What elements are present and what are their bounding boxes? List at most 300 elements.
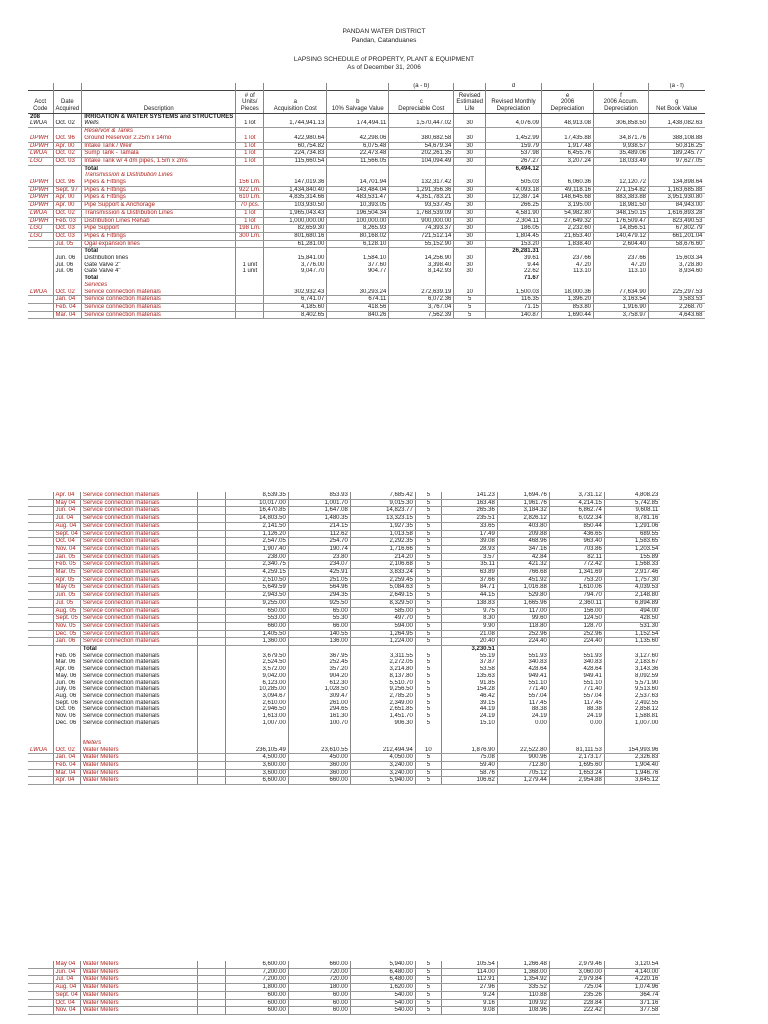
monthly-depreciation-cell: [441, 733, 497, 740]
acquisition-cost-cell: 660.00: [225, 622, 288, 630]
acquisition-cost-cell: [264, 172, 327, 179]
accum-depreciation-cell: 237.66: [594, 255, 649, 262]
net-book-value-cell: 67,802.79: [649, 225, 705, 233]
net-book-value-cell: 388,108.88: [649, 135, 705, 142]
estimated-life-cell: 5: [415, 538, 441, 546]
depreciable-cost-cell: [389, 165, 454, 172]
depreciable-cost-cell: 3,398.40: [389, 262, 454, 269]
depreciation-2006-cell: 17,435.88: [542, 135, 594, 142]
monthly-depreciation-cell: 53.58: [441, 666, 497, 673]
net-book-value-cell: 3,728.80: [679, 261, 703, 268]
depreciation-2006-cell: 347.16: [497, 545, 549, 553]
estimated-life-cell: 30: [454, 202, 486, 210]
net-book-value-cell: 3,951,930.80: [649, 194, 705, 202]
table-row: [28, 968, 660, 976]
acct-code-cell: [28, 545, 53, 553]
table-row: [28, 991, 660, 999]
description-cell: Water Meters: [80, 984, 197, 992]
date-acquired-cell: Apr. 05: [53, 576, 80, 584]
estimated-life-cell: 5: [415, 777, 441, 785]
accum-depreciation-cell: 81,111.53: [549, 747, 604, 754]
depreciable-cost-cell: 2,349.00: [350, 700, 415, 707]
estimated-life-cell: [415, 727, 441, 734]
description-cell: Service connection materials: [80, 584, 197, 592]
depreciation-2006-cell: [497, 727, 549, 734]
table-row: [28, 653, 660, 660]
description-cell: Service connection materials: [80, 522, 197, 530]
description-cell: Pipes & Fittings: [82, 186, 236, 194]
estimated-life-cell: 5: [415, 713, 441, 720]
date-acquired-cell: Oct. 03: [53, 232, 82, 240]
depreciation-2006-cell: [542, 282, 594, 289]
units-cell: [197, 999, 225, 1007]
date-acquired-cell: Nov. 04: [53, 1007, 80, 1015]
monthly-depreciation-cell: 33.65: [441, 522, 497, 530]
monthly-depreciation-cell: [486, 128, 542, 135]
col-letter-b: b: [356, 99, 360, 106]
depreciable-cost-cell: 202,261.35: [389, 150, 454, 158]
salvage-value-cell: 60.00: [288, 991, 350, 999]
net-book-value-cell: 8,934.60: [679, 268, 703, 275]
depreciation-2006-cell: 551.93: [497, 653, 549, 660]
col-letter-g2: g: [675, 99, 679, 106]
net-book-value-cell: 3,645.12: [604, 777, 660, 785]
depreciation-2006-cell: [497, 740, 549, 747]
acct-code-cell: [28, 561, 53, 569]
net-book-value-cell: [649, 165, 705, 172]
monthly-depreciation-cell: [486, 172, 542, 179]
estimated-life-cell: 5: [415, 754, 441, 762]
table-row: [28, 255, 705, 262]
depreciation-2006-cell: 771.40: [497, 686, 549, 693]
table-row: [28, 666, 660, 673]
description-cell: Service connection materials: [80, 492, 197, 499]
net-book-value-cell: 4,643.68: [649, 311, 705, 319]
monthly-depreciation-cell: 235.51: [441, 515, 497, 523]
units-cell: [236, 255, 264, 262]
description-cell: Water Meters: [80, 976, 197, 984]
net-book-value-cell: 84,943.00: [649, 202, 705, 210]
monthly-depreciation-cell: 71.15: [486, 303, 542, 311]
acquisition-cost-cell: 600.00: [225, 1007, 288, 1015]
description-cell: Gate Valve 4": [82, 268, 236, 275]
monthly-depreciation-cell: 59.40: [441, 761, 497, 769]
salvage-value-cell: 261.00: [288, 700, 350, 707]
date-acquired-cell: May 04: [53, 499, 80, 507]
net-book-value-cell: 371.16: [604, 999, 660, 1007]
net-book-value-cell: 1,203.54: [604, 545, 660, 553]
accum-depreciation-cell: 725.04: [549, 984, 604, 992]
net-book-value-cell: 2,917.46: [604, 569, 660, 577]
salvage-value-cell: 450.00: [288, 754, 350, 762]
description-cell: Service connection materials: [80, 673, 197, 680]
acquisition-cost-cell: 2,946.50: [225, 706, 288, 713]
estimated-life-cell: 30: [454, 135, 486, 142]
accum-depreciation-cell: 3,163.54: [594, 296, 649, 304]
table-row: [28, 713, 660, 720]
net-book-value-cell: [649, 113, 705, 120]
monthly-depreciation-cell: 140.87: [486, 311, 542, 319]
acquisition-cost-cell: 1,000,000.00: [264, 217, 327, 225]
table-row: [28, 135, 705, 142]
acquisition-cost-cell: [264, 275, 327, 282]
acquisition-cost-cell: 3,776.00: [264, 262, 327, 269]
description-cell: Service connection materials: [80, 530, 197, 538]
units-cell: [197, 630, 225, 638]
accum-depreciation-cell: 1,341.69: [549, 569, 604, 577]
acquisition-cost-cell: 1,405.50: [225, 630, 288, 638]
acquisition-cost-cell: 3,600.00: [225, 761, 288, 769]
date-acquired-cell: Jun. 04: [53, 968, 80, 976]
section-row: [28, 128, 705, 135]
table-row: [28, 492, 660, 499]
description-cell: Service connection materials: [82, 303, 236, 311]
acquisition-cost-cell: 61,281.00: [264, 240, 327, 248]
acquisition-cost-cell: 82,659.30: [264, 225, 327, 233]
acct-code-cell: [28, 165, 53, 172]
col-head-description: Description: [82, 90, 236, 113]
acquisition-cost-cell: 1,744,941.13: [264, 120, 327, 127]
acquisition-cost-cell: 2,141.50: [225, 522, 288, 530]
accum-depreciation-cell: 2,979.46: [549, 961, 604, 968]
depreciation-2006-cell: 108.96: [497, 1007, 549, 1015]
units-cell: [197, 733, 225, 740]
estimated-life-cell: 30: [454, 209, 486, 217]
acquisition-cost-cell: 115,660.54: [264, 157, 327, 165]
schedule-body-page-3: [28, 961, 660, 1014]
depreciable-cost-cell: 4,050.00: [350, 754, 415, 762]
units-cell: [197, 569, 225, 577]
depreciable-cost-cell: 54,679.34: [389, 142, 454, 150]
acquisition-cost-cell: 1,800.00: [225, 984, 288, 992]
depreciable-cost-cell: 1,927.35: [350, 522, 415, 530]
depreciation-2006-cell: 421.32: [497, 561, 549, 569]
net-book-value-cell: 5,571.90: [635, 679, 659, 686]
salvage-value-cell: 42,298.06: [327, 135, 389, 142]
date-acquired-cell: Nov. 06: [53, 713, 80, 720]
table-row: [28, 289, 705, 296]
date-acquired-cell: Jan. 04: [53, 754, 80, 762]
estimated-life-cell: 30: [454, 179, 486, 186]
monthly-depreciation-cell: 9.08: [441, 1007, 497, 1015]
depreciable-cost-cell: 585.00: [350, 607, 415, 615]
description-cell: Transmission & Distribution Lines: [82, 172, 236, 179]
acquisition-cost-cell: 147,019.36: [264, 179, 327, 186]
table-row: [28, 777, 660, 785]
estimated-life-cell: 5: [415, 599, 441, 607]
table-row: [28, 303, 705, 311]
monthly-depreciation-cell: 9.90: [441, 622, 497, 630]
description-cell: Service connection materials: [82, 296, 236, 304]
net-book-value-cell: 2,537.63: [635, 692, 659, 699]
depreciable-cost-cell: 3,214.80: [350, 666, 415, 673]
depreciable-cost-cell: 7,562.39: [389, 311, 454, 319]
depreciation-2006-cell: 340.83: [497, 659, 549, 666]
depreciation-2006-cell: 47.20: [542, 262, 594, 269]
date-acquired-cell: [53, 172, 82, 179]
date-acquired-cell: [53, 113, 82, 120]
description-cell: Meters: [80, 740, 197, 747]
accum-depreciation-cell: 6,862.74: [549, 507, 604, 515]
estimated-life-cell: 5: [415, 522, 441, 530]
net-book-value-cell: 58,676.60: [649, 240, 705, 248]
date-acquired-cell: Sept. 04: [53, 530, 80, 538]
accum-depreciation-cell: 794.70: [549, 592, 604, 600]
monthly-depreciation-cell: 44.15: [441, 592, 497, 600]
depreciation-2006-cell: 2,232.60: [542, 225, 594, 233]
depreciation-2006-cell: 1,961.76: [497, 499, 549, 507]
depreciation-2006-cell: 22,522.80: [497, 747, 549, 754]
acct-code-cell: [28, 282, 53, 289]
units-cell: 70 pcs.: [236, 202, 264, 210]
table-row: [28, 592, 660, 600]
monthly-depreciation-cell: 3.57: [441, 553, 497, 561]
net-book-value-cell: 2,858.12: [635, 706, 659, 713]
acct-code-cell: [28, 172, 53, 179]
description-cell: Water Meters: [80, 991, 197, 999]
salvage-value-cell: 853.93: [288, 492, 350, 499]
depreciable-cost-cell: 132,317.42: [389, 179, 454, 186]
depreciable-cost-cell: 93,537.45: [389, 202, 454, 210]
depreciable-cost-cell: 3,767.04: [389, 303, 454, 311]
description-cell: Water Meters: [80, 999, 197, 1007]
acquisition-cost-cell: 2,943.50: [225, 592, 288, 600]
depreciable-cost-cell: [389, 172, 454, 179]
salvage-value-cell: 294.35: [288, 592, 350, 600]
salvage-value-cell: 66.00: [288, 622, 350, 630]
salvage-value-cell: 60.00: [288, 999, 350, 1007]
units-cell: [197, 769, 225, 777]
accum-depreciation-cell: [594, 172, 649, 179]
estimated-life-cell: 5: [415, 680, 441, 687]
net-book-value-cell: 1,152.54: [604, 630, 660, 638]
acct-code-cell: [28, 622, 53, 630]
accum-depreciation-cell: 222.42: [549, 1007, 604, 1015]
accum-depreciation-cell: [594, 128, 649, 135]
date-acquired-cell: [53, 248, 82, 255]
accum-depreciation-cell: 2,360.11: [549, 599, 604, 607]
salvage-value-cell: 190.74: [288, 545, 350, 553]
depreciable-cost-cell: 380,682.58: [389, 135, 454, 142]
acct-code-cell: DPWH: [28, 142, 53, 150]
net-book-value-cell: 4,220.16: [604, 976, 660, 984]
depreciation-2006-cell: 1,266.48: [497, 961, 549, 968]
units-cell: [197, 530, 225, 538]
accum-depreciation-cell: 82.11: [549, 553, 604, 561]
date-acquired-cell: Jun. 06: [53, 680, 80, 687]
col-letter-e: e: [565, 92, 570, 99]
description-cell: Service connection materials: [80, 706, 197, 713]
units-cell: 1 lot: [236, 217, 264, 225]
depreciation-2006-cell: 224.40: [497, 638, 549, 646]
date-acquired-cell: [53, 282, 82, 289]
units-cell: [197, 777, 225, 785]
monthly-depreciation-cell: 37.66: [441, 576, 497, 584]
monthly-depreciation-cell: 8.30: [441, 615, 497, 623]
estimated-life-cell: 5: [415, 686, 441, 693]
units-cell: 1 unit: [236, 268, 264, 275]
date-acquired-cell: [53, 275, 82, 282]
units-cell: [197, 607, 225, 615]
acquisition-cost-cell: 600.00: [225, 999, 288, 1007]
description-cell: Water Meters: [80, 968, 197, 976]
accum-depreciation-cell: 428.64: [549, 666, 604, 673]
estimated-life-cell: 5: [415, 1007, 441, 1015]
table-row: [28, 720, 660, 727]
units-cell: [197, 706, 225, 713]
date-acquired-cell: Feb. 03: [53, 217, 82, 225]
table-row: [28, 225, 705, 233]
depreciable-cost-cell: 1,013.58: [350, 530, 415, 538]
depreciation-2006-cell: [497, 646, 549, 653]
depreciation-2006-cell: 88.38: [497, 706, 549, 713]
depreciation-2006-cell: 3,184.32: [497, 507, 549, 515]
acct-code-cell: [28, 584, 53, 592]
acquisition-cost-cell: 15,841.00: [264, 255, 327, 262]
acct-code-cell: DPWH: [28, 135, 53, 142]
date-acquired-cell: Oct. 03: [53, 157, 82, 165]
salvage-value-cell: 1,028.50: [288, 686, 350, 693]
depreciable-cost-cell: 212,494.94: [350, 747, 415, 754]
monthly-depreciation-cell: 4,581.90: [486, 209, 542, 217]
units-cell: [197, 507, 225, 515]
units-cell: [197, 584, 225, 592]
accum-depreciation-cell: 12,120.72: [594, 179, 649, 186]
estimated-life-cell: 5: [415, 584, 441, 592]
estimated-life-cell: [415, 646, 441, 653]
monthly-depreciation-cell: 266.25: [486, 202, 542, 210]
date-acquired-cell: Oct. 96: [53, 135, 82, 142]
salvage-value-cell: 136.00: [288, 638, 350, 646]
net-book-value-cell: 15,603.34: [675, 255, 703, 262]
depreciable-cost-cell: 6,480.00: [350, 976, 415, 984]
net-book-value-cell: 1,588.81: [635, 713, 659, 720]
column-letters-row: [28, 83, 705, 90]
monthly-depreciation-cell: 20.40: [441, 638, 497, 646]
date-acquired-cell: Jun. 05: [53, 592, 80, 600]
units-cell: [236, 311, 264, 319]
table-row: [28, 599, 660, 607]
date-acquired-cell: Oct. 02: [53, 289, 82, 296]
description-cell: Total: [80, 646, 197, 653]
monthly-depreciation-cell: 55.19: [441, 653, 497, 660]
salvage-value-cell: 234.07: [288, 561, 350, 569]
net-book-value-cell: [604, 646, 660, 653]
table-row: [28, 217, 705, 225]
date-acquired-cell: Jul. 06: [53, 262, 82, 269]
estimated-life-cell: 5: [415, 769, 441, 777]
description-cell: Total: [82, 275, 236, 282]
net-book-value-cell: 154,993.96: [604, 747, 660, 754]
depreciable-cost-cell: [389, 282, 454, 289]
depreciable-cost-cell: 540.00: [350, 999, 415, 1007]
estimated-life-cell: 5: [415, 507, 441, 515]
net-book-value-cell: 1,568.33: [604, 561, 660, 569]
acquisition-cost-cell: 6,123.00: [225, 680, 288, 687]
depreciable-cost-cell: 1,264.95: [350, 630, 415, 638]
col-head-2006-depreciation-label: 2006 Depreciation: [550, 99, 585, 112]
monthly-depreciation-cell: 265.36: [441, 507, 497, 515]
accum-depreciation-cell: 1,653.24: [549, 769, 604, 777]
estimated-life-cell: [454, 128, 486, 135]
description-cell: Service connection materials: [80, 622, 197, 630]
net-book-value-cell: 2,148.80: [604, 592, 660, 600]
table-row: [28, 576, 660, 584]
acct-code-cell: [28, 761, 53, 769]
acct-code-cell: [28, 999, 53, 1007]
depreciable-cost-cell: 8,142.93: [389, 268, 454, 275]
depreciation-2006-cell: 252.96: [497, 630, 549, 638]
depreciable-cost-cell: 3,240.00: [350, 761, 415, 769]
table-row: [28, 727, 660, 734]
date-acquired-cell: July. 06: [53, 686, 80, 693]
acquisition-cost-cell: 422,980.64: [264, 135, 327, 142]
date-acquired-cell: May 04: [53, 961, 80, 968]
table-row: [28, 499, 660, 507]
monthly-depreciation-cell: 1,804.45: [486, 232, 542, 240]
units-cell: [197, 592, 225, 600]
depreciable-cost-cell: [389, 275, 454, 282]
acct-code-cell: [28, 646, 53, 653]
acct-code-cell: [28, 530, 53, 538]
units-cell: [197, 492, 225, 499]
acquisition-cost-cell: 4,185.60: [264, 303, 327, 311]
monthly-depreciation-cell: 1,500.03: [486, 289, 542, 296]
description-cell: Service connection materials: [80, 592, 197, 600]
date-acquired-cell: [53, 733, 80, 740]
date-acquired-cell: Apr. 00: [53, 194, 82, 202]
acct-code-cell: [28, 492, 53, 499]
depreciable-cost-cell: 540.00: [350, 1007, 415, 1015]
units-cell: [197, 653, 225, 660]
depreciable-cost-cell: 14,256.90: [389, 255, 454, 262]
acct-code-cell: [28, 296, 53, 304]
estimated-life-cell: [454, 165, 486, 172]
units-cell: 1 lot: [236, 142, 264, 150]
monthly-depreciation-cell: 6,494.12: [486, 165, 542, 172]
estimated-life-cell: 5: [415, 968, 441, 976]
date-acquired-cell: Jan. 06: [53, 638, 80, 646]
estimated-life-cell: 30: [454, 232, 486, 240]
units-cell: [197, 984, 225, 992]
depreciation-2006-cell: [542, 248, 594, 255]
acquisition-cost-cell: 60,754.82: [264, 142, 327, 150]
depreciable-cost-cell: 14,823.77: [350, 507, 415, 515]
accum-depreciation-cell: 235.26: [549, 991, 604, 999]
description-cell: Services: [82, 282, 236, 289]
salvage-value-cell: 564.96: [288, 584, 350, 592]
date-acquired-cell: Sept. 04: [53, 991, 80, 999]
acct-code-cell: [28, 303, 53, 311]
table-row: [28, 561, 660, 569]
accum-depreciation-cell: 3,060.00: [549, 968, 604, 976]
accum-depreciation-cell: 306,858.50: [594, 120, 649, 127]
estimated-life-cell: 5: [415, 984, 441, 992]
depreciation-2006-cell: 6,455.76: [542, 150, 594, 158]
depreciation-2006-cell: [542, 128, 594, 135]
salvage-value-cell: 418.56: [327, 303, 389, 311]
acquisition-cost-cell: 7,200.00: [225, 968, 288, 976]
monthly-depreciation-cell: 154.28: [441, 686, 497, 693]
estimated-life-cell: 5: [454, 296, 486, 304]
acct-code-cell: [28, 630, 53, 638]
units-cell: [197, 673, 225, 680]
net-book-value-cell: 4,039.53: [604, 584, 660, 592]
depreciation-2006-cell: 209.88: [497, 530, 549, 538]
units-cell: [197, 680, 225, 687]
acct-code-cell: [28, 515, 53, 523]
depreciable-cost-cell: 497.70: [350, 615, 415, 623]
